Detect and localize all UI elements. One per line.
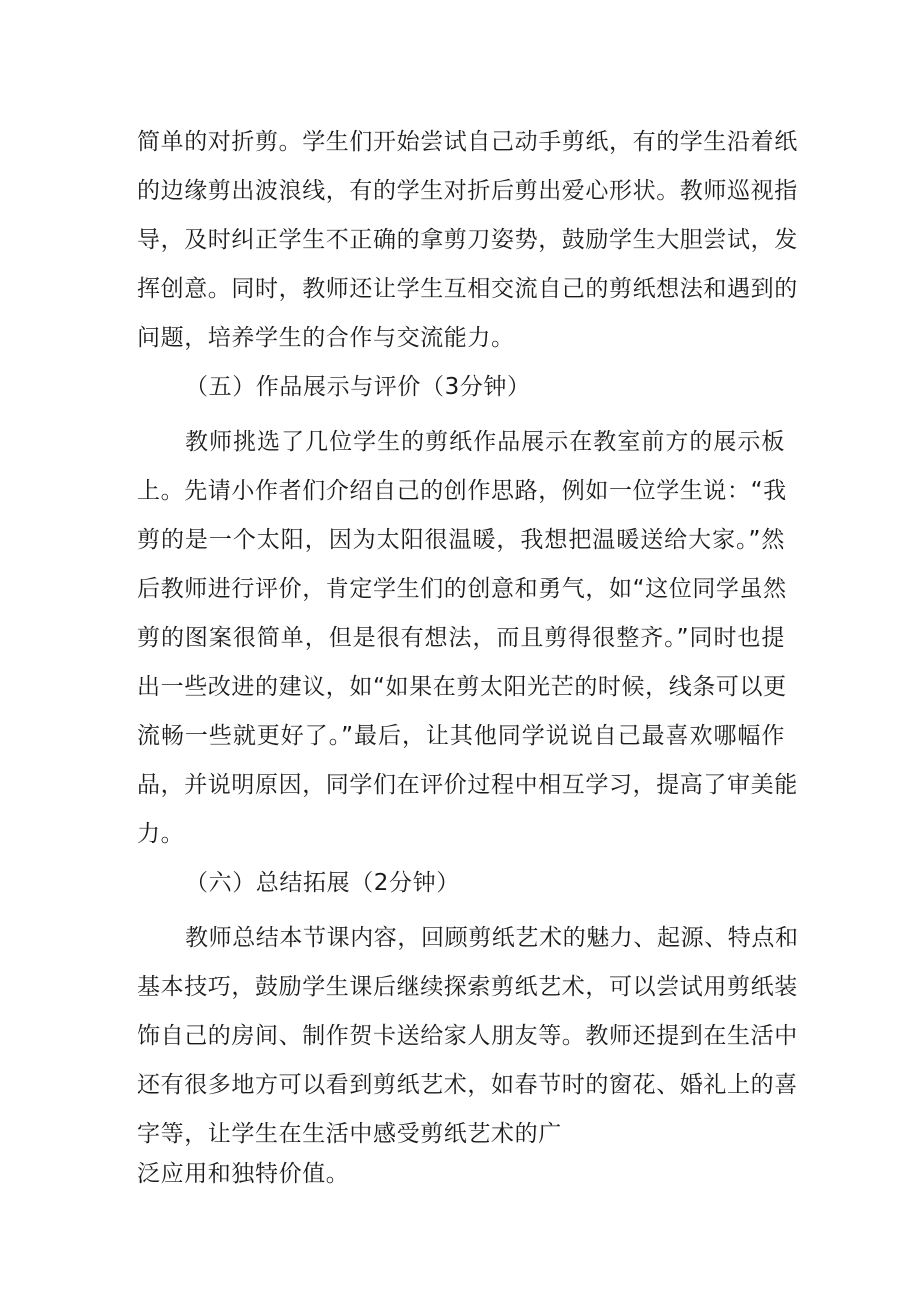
paragraph-line: 剪的是一个太阳，因为太阳很温暖，我想把温暖送给大家。”然	[137, 527, 785, 553]
paragraph-line: 流畅一些就更好了。”最后，让其他同学说说自己最喜欢哪幅作	[137, 723, 785, 749]
paragraph-line: 泛应用和独特价值。	[137, 1161, 350, 1187]
paragraph-line: 力。	[137, 821, 185, 847]
paragraph-line: 上。先请小作者们介绍自己的创作思路，例如一位学生说：“我	[137, 478, 787, 504]
paragraph-line: 简单的对折剪。学生们开始尝试自己动手剪纸，有的学生沿着纸	[137, 129, 798, 155]
paragraph-line: 剪的图案很简单，但是很有想法，而且剪得很整齐。”同时也提	[137, 625, 785, 651]
paragraph-line: 品，并说明原因，同学们在评价过程中相互学习，提高了审美能	[137, 772, 798, 798]
paragraph-line: 字等，让学生在生活中感受剪纸艺术的广	[137, 1121, 562, 1147]
paragraph-line: 后教师进行评价，肯定学生们的创意和勇气，如“这位同学虽然	[137, 576, 787, 602]
section-heading: （五）作品展示与评价（3分钟）	[185, 374, 531, 400]
paragraph-line: 基本技巧，鼓励学生课后继续探索剪纸艺术，可以尝试用剪纸装	[137, 974, 798, 1000]
paragraph-line: 问题，培养学生的合作与交流能力。	[137, 325, 515, 351]
paragraph-line: 挥创意。同时，教师还让学生互相交流自己的剪纸想法和遇到的	[137, 276, 798, 302]
paragraph-line: 教师总结本节课内容，回顾剪纸艺术的魅力、起源、特点和	[185, 925, 799, 951]
paragraph-line: 出一些改进的建议，如“如果在剪太阳光芒的时候，线条可以更	[137, 674, 787, 700]
paragraph-line: 饰自己的房间、制作贺卡送给家人朋友等。教师还提到在生活中	[137, 1023, 798, 1049]
section-heading: （六）总结拓展（2分钟）	[185, 870, 460, 896]
paragraph-line: 的边缘剪出波浪线，有的学生对折后剪出爱心形状。教师巡视指	[137, 178, 798, 204]
paragraph-line: 教师挑选了几位学生的剪纸作品展示在教室前方的展示板	[185, 429, 785, 455]
paragraph-line: 导，及时纠正学生不正确的拿剪刀姿势，鼓励学生大胆尝试，发	[137, 227, 798, 253]
paragraph-line: 还有很多地方可以看到剪纸艺术，如春节时的窗花、婚礼上的喜	[137, 1072, 798, 1098]
